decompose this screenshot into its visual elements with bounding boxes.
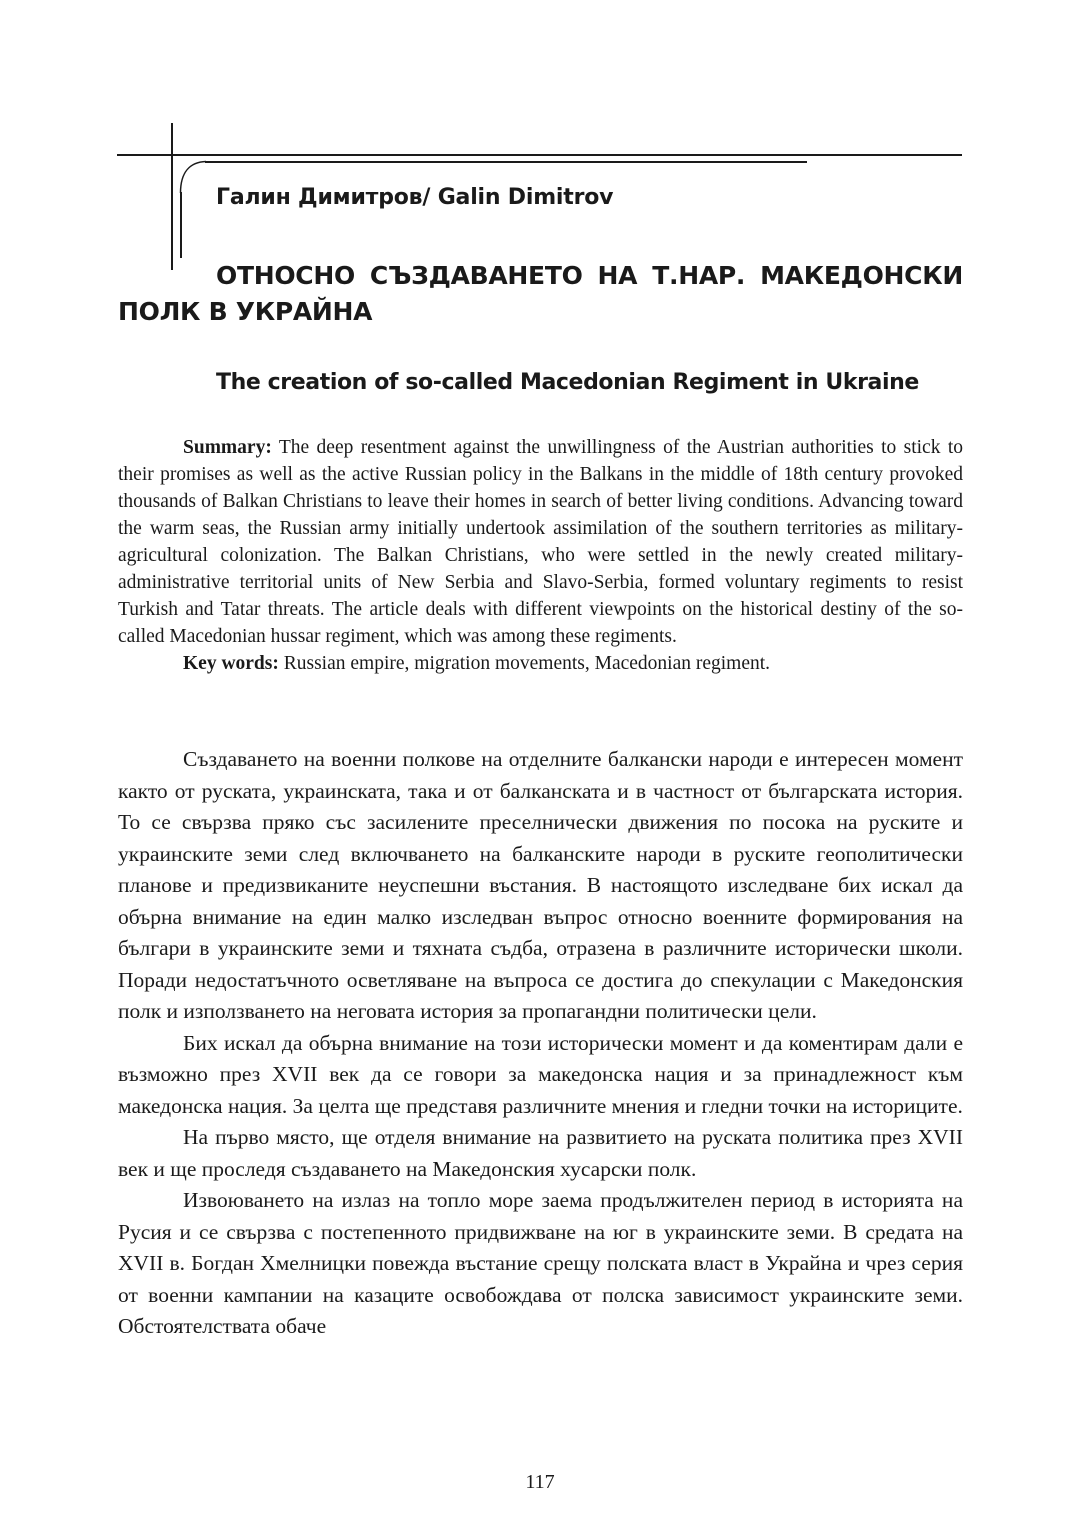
header-inner-rule: [205, 161, 807, 163]
body-paragraph-1: Създаването на военни полкове на отделните балкански народи е интересен момент както от руската, украинската, така и от балканската и в частност от българската история. То се свързва пряко със засилените преселнически движения по посока на руските и украинските земи след включването на балканските народи в руските геополитически планове и предизвиканите неуспешни въстания. В настоящото изследване бих искал да обърна внимание на един малко изследван въпрос относно военните формирования на българи в украинските земи и тяхната съдба, отразена в различните исторически школи. Поради недостатъчното осветляване на въпроса се достига до спекулации с Македонския полк и използването на неговата история за пропагандни политически цели.: [118, 747, 963, 1023]
article-title-line-2: ПОЛК В УКРАЙНА: [118, 297, 373, 326]
header-rule-horizontal: [117, 154, 962, 156]
article-title-english: The creation of so-called Macedonian Regiment in Ukraine: [216, 370, 919, 395]
body-paragraph-2: Бих искал да обърна внимание на този исторически момент и да коментирам дали е възможно през XVII век да се говори за македонска нация и за принадлежност към македонска нация. За целта ще представя различните мнения и гледни точки на историците.: [118, 1030, 963, 1118]
author-name: Галин Димитров/ Galin Dimitrov: [216, 185, 614, 210]
article-title: [118, 258, 963, 330]
keywords-paragraph: [118, 650, 963, 677]
header-rule-vertical: [171, 123, 173, 270]
body-paragraph-3: На първо място, ще отделя внимание на развитието на руската политика през XVII век и ще проследя създаването на Македонския хусарски полк.: [118, 1125, 963, 1181]
article-body: [118, 744, 963, 1343]
page-number: 117: [525, 1471, 555, 1493]
summary-label: Summary:: [183, 437, 272, 458]
summary-paragraph: [118, 434, 963, 650]
keywords-label: Key words:: [183, 653, 279, 674]
abstract: [118, 434, 963, 677]
body-paragraph-4: Извоюването на излаз на топло море заема продължителен период в историята на Русия и се свързва с постепенното придвижване на юг в украинските земи. В средата на XVII в. Богдан Хмелницки повежда въстание срещу полската власт в Украйна и чрез серия от военни кампании на казаците освобождава от полска зависимост украинските земи. Обстоятелствата обаче: [118, 1188, 963, 1338]
header-corner-curve: [178, 160, 208, 194]
header-inner-vertical-rule: [180, 192, 182, 258]
summary-text: The deep resentment against the unwillingness of the Austrian authorities to stick to their promises as well as the active Russian policy in the Balkans in the middle of 18th century provoked thousands of Balkan Christians to leave their homes in search of better living conditions. Advancing toward the warm seas, the Russian army initially undertook assimilation of the southern territories as military-agricultural colonization. The Balkan Christians, who were settled in the newly created military-administrative territorial units of New Serbia and Slavo-Serbia, formed voluntary regiments to resist Turkish and Tatar threats. The article deals with different viewpoints on the historical destiny of the so-called Macedonian hussar regiment, which was among these regiments.: [118, 437, 963, 647]
keywords-text: Russian empire, migration movements, Macedonian regiment.: [278, 653, 771, 674]
article-title-line-1: ОТНОСНО СЪЗДАВАНЕТО НА Т.НАР. МАКЕДОНСКИ: [216, 261, 963, 290]
